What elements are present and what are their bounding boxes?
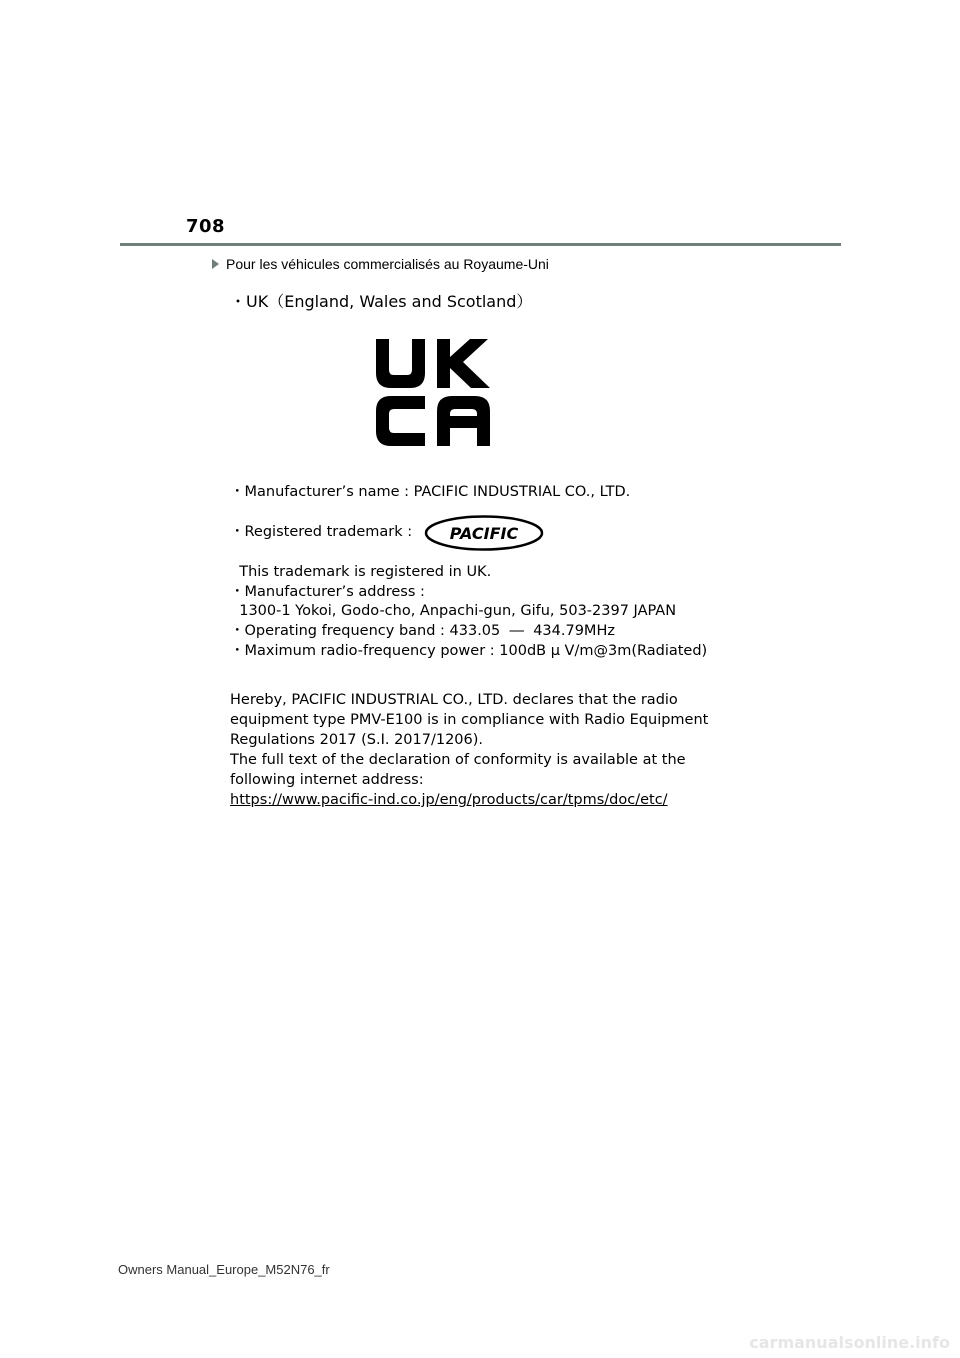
declaration-line: following internet address: <box>230 772 424 788</box>
watermark-logo <box>720 1332 950 1352</box>
page-number: 708 <box>186 216 226 237</box>
declaration-line: Hereby, PACIFIC INDUSTRIAL CO., LTD. declares that the radio <box>230 692 678 708</box>
ukca-mark <box>374 337 490 447</box>
header-rule <box>120 243 841 246</box>
trademark-note: This trademark is registered in UK. <box>230 564 492 580</box>
ukca-letter-k <box>437 339 490 388</box>
declaration-line: The full text of the declaration of conformity is available at the <box>230 752 686 768</box>
trademark-label: ・Registered trademark : <box>230 524 413 540</box>
ukca-letter-a <box>437 396 490 446</box>
region-line: ・UK（England, Wales and Scotland） <box>230 292 533 311</box>
address-value: 1300-1 Yokoi, Godo-cho, Anpachi-gun, Gifu, 503-2397 JAPAN <box>230 603 677 619</box>
pacific-logo-text: PACIFIC <box>449 524 519 543</box>
declaration-url-link[interactable]: https://www.pacific-ind.co.jp/eng/products/car/tpms/doc/etc/ <box>230 792 668 808</box>
frequency-band: ・Operating frequency band : 433.05 ― 434.79MHz <box>230 623 615 639</box>
manufacturer-name: ・Manufacturer’s name : PACIFIC INDUSTRIAL CO., LTD. <box>230 484 631 500</box>
watermark-text: carmanualsonline.info <box>749 1333 950 1352</box>
declaration-line: equipment type PMV-E100 is in compliance with Radio Equipment <box>230 712 709 728</box>
triangle-bullet-icon <box>212 259 219 269</box>
ukca-letter-u <box>376 339 425 388</box>
section-heading <box>212 256 549 272</box>
section-heading-text: Pour les véhicules commercialisés au Royaume-Uni <box>226 256 549 272</box>
ukca-letter-c <box>376 396 425 446</box>
footer-manual-id: Owners Manual_Europe_M52N76_fr <box>118 1262 330 1277</box>
max-power: ・Maximum radio-frequency power : 100dB μ V/m@3m(Radiated) <box>230 643 708 659</box>
declaration-line: Regulations 2017 (S.I. 2017/1206). <box>230 732 484 748</box>
address-label: ・Manufacturer’s address : <box>230 584 425 600</box>
pacific-trademark-logo <box>424 514 544 552</box>
